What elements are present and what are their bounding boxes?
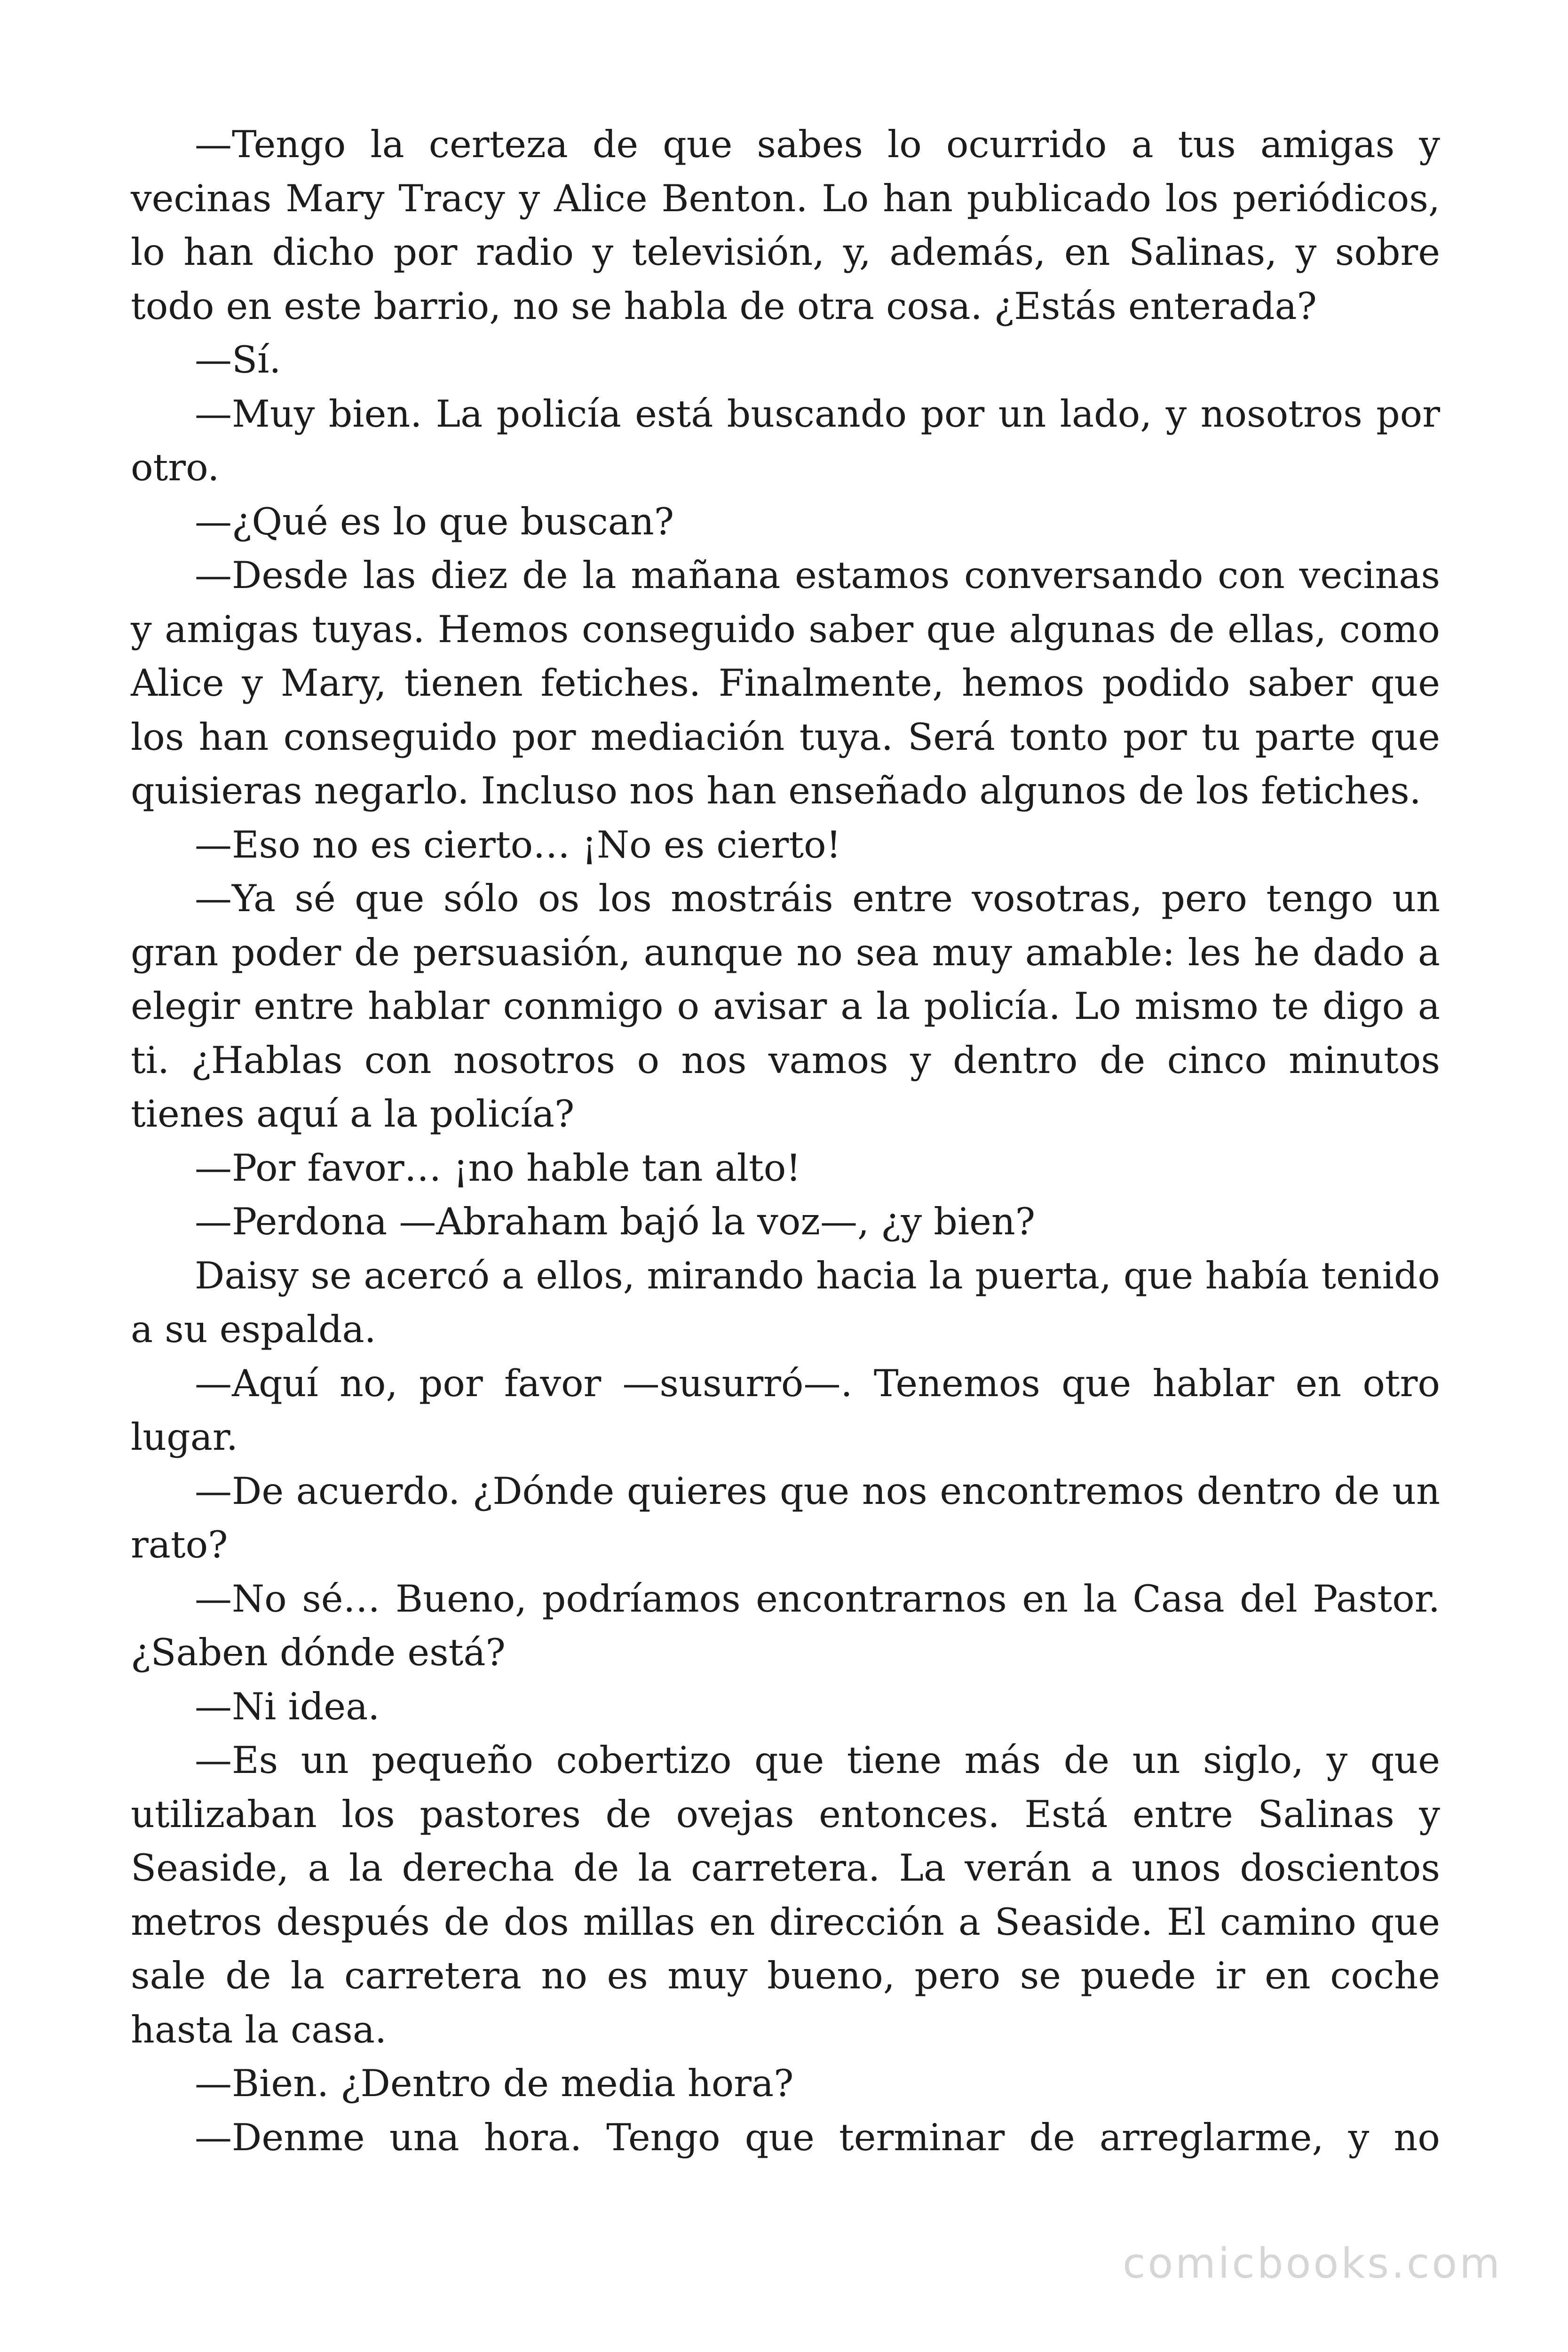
paragraph: —Eso no es cierto… ¡No es cierto! bbox=[195, 823, 841, 866]
page-text bbox=[131, 118, 1440, 2164]
paragraph: Daisy se acercó a ellos, mirando hacia la puerta, que había tenido a su espalda. bbox=[131, 1254, 1440, 1351]
watermark: comicbooks.com bbox=[1122, 2239, 1502, 2288]
paragraph: —Desde las diez de la mañana estamos conversando con vecinas y amigas tuyas. Hemos conseguido saber que algunas de ellas, como Alice y Mary, tienen fetiches. Finalmente, hemos podido saber que los han conseguido por mediación tuya. Será tonto por tu parte que quisieras negarlo. Incluso nos han enseñado algunos de los fetiches. bbox=[131, 554, 1440, 812]
paragraph: —Bien. ¿Dentro de media hora? bbox=[195, 2062, 794, 2105]
paragraph: —De acuerdo. ¿Dónde quieres que nos encontremos dentro de un rato? bbox=[131, 1469, 1440, 1566]
paragraph: —Ya sé que sólo os los mostráis entre vosotras, pero tengo un gran poder de persuasión, aunque no sea muy amable: les he dado a elegir entre hablar conmigo o avisar a la policía. Lo mismo te digo a ti. ¿Hablas con nosotros o nos vamos y dentro de cinco minutos tienes aquí a la policía? bbox=[131, 877, 1440, 1136]
paragraph-continued: —Denme una hora. Tengo que terminar de arreglarme, y no bbox=[195, 2115, 1440, 2159]
paragraph: —No sé… Bueno, podríamos encontrarnos en la Casa del Pastor. ¿Saben dónde está? bbox=[131, 1577, 1440, 1674]
paragraph: —Por favor… ¡no hable tan alto! bbox=[195, 1146, 801, 1190]
paragraph: —Es un pequeño cobertizo que tiene más de un siglo, y que utilizaban los pastores de ovejas entonces. Está entre Salinas y Seaside, a la derecha de la carretera. La verán a unos doscientos metros después de dos millas en dirección a Seaside. El camino que sale de la carretera no es muy bueno, pero se puede ir en coche hasta la casa. bbox=[131, 1739, 1440, 2051]
paragraph: —Aquí no, por favor —susurró—. Tenemos que hablar en otro lugar. bbox=[131, 1361, 1440, 1459]
paragraph: —Tengo la certeza de que sabes lo ocurrido a tus amigas y vecinas Mary Tracy y Alice Benton. Lo han publicado los periódicos, lo han dicho por radio y televisión, y, además, en Salinas, y sobre todo en este barrio, no se habla de otra cosa. ¿Estás enterada? bbox=[131, 123, 1440, 328]
paragraph: —¿Qué es lo que buscan? bbox=[195, 500, 674, 543]
paragraph: —Muy bien. La policía está buscando por un lado, y nosotros por otro. bbox=[131, 392, 1440, 489]
paragraph: —Ni idea. bbox=[195, 1685, 380, 1728]
paragraph: —Perdona —Abraham bajó la voz—, ¿y bien? bbox=[195, 1200, 1036, 1243]
paragraph: —Sí. bbox=[195, 338, 281, 381]
